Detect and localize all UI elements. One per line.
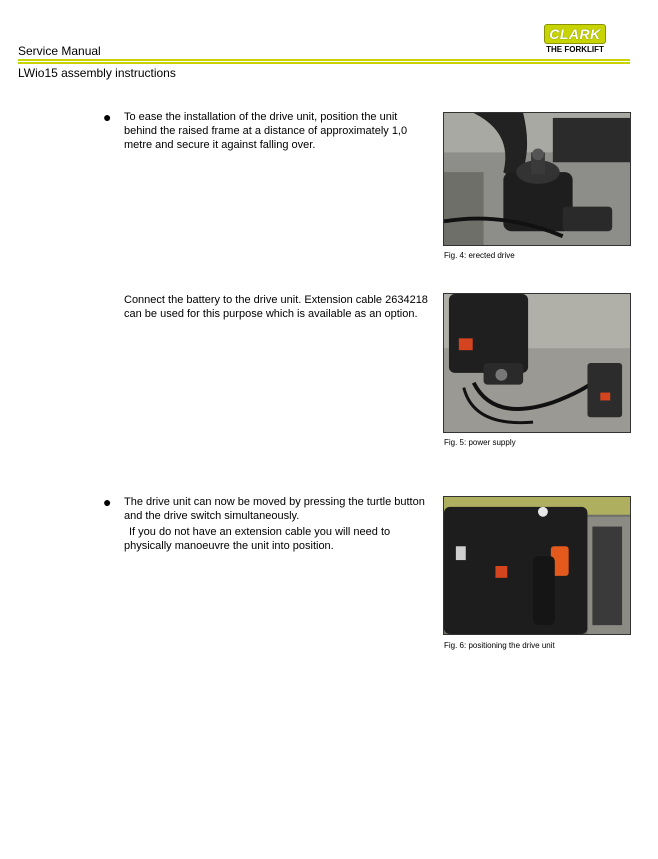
- instruction-paragraph: [124, 293, 428, 321]
- header-rule-bottom: [18, 62, 630, 64]
- clark-logo: [544, 24, 606, 57]
- figure-erected-drive: [443, 112, 631, 246]
- bullet-marker: ●: [103, 494, 112, 510]
- photo-erected-drive: [444, 113, 630, 245]
- logo-text: CLARK: [549, 26, 601, 42]
- figure-caption: Fig. 5: power supply: [444, 438, 516, 447]
- bullet-marker: ●: [103, 109, 112, 125]
- figure-caption: Fig. 4: erected drive: [444, 251, 515, 260]
- instruction-paragraph: [124, 110, 428, 152]
- header-rule-top: [18, 59, 630, 61]
- paragraph-text: The drive unit can now be moved by pressing the turtle button and the drive switch simultaneously.: [124, 496, 425, 522]
- logo-tagline: THE FORKLIFT: [546, 45, 604, 54]
- paragraph-text: To ease the installation of the drive unit, position the unit behind the raised frame at a distance of approximately 1,0 metre and secure it against falling over.: [124, 111, 408, 151]
- photo-power-supply: [444, 294, 630, 432]
- paragraph-text: Connect the battery to the drive unit. Extension cable 2634218 can be used for this purpose which is available as an option.: [124, 294, 428, 320]
- figure-power-supply: [443, 293, 631, 433]
- figure-positioning-drive-unit: [443, 496, 631, 635]
- figure-caption: Fig. 6: positioning the drive unit: [444, 641, 555, 650]
- page-subtitle: LWio15 assembly instructions: [18, 66, 176, 80]
- paragraph-text: If you do not have an extension cable you will need to physically manoeuvre the unit into position.: [124, 526, 391, 552]
- page-title: Service Manual: [18, 44, 101, 58]
- instruction-paragraph: [124, 495, 428, 553]
- photo-positioning-drive-unit: [444, 497, 630, 634]
